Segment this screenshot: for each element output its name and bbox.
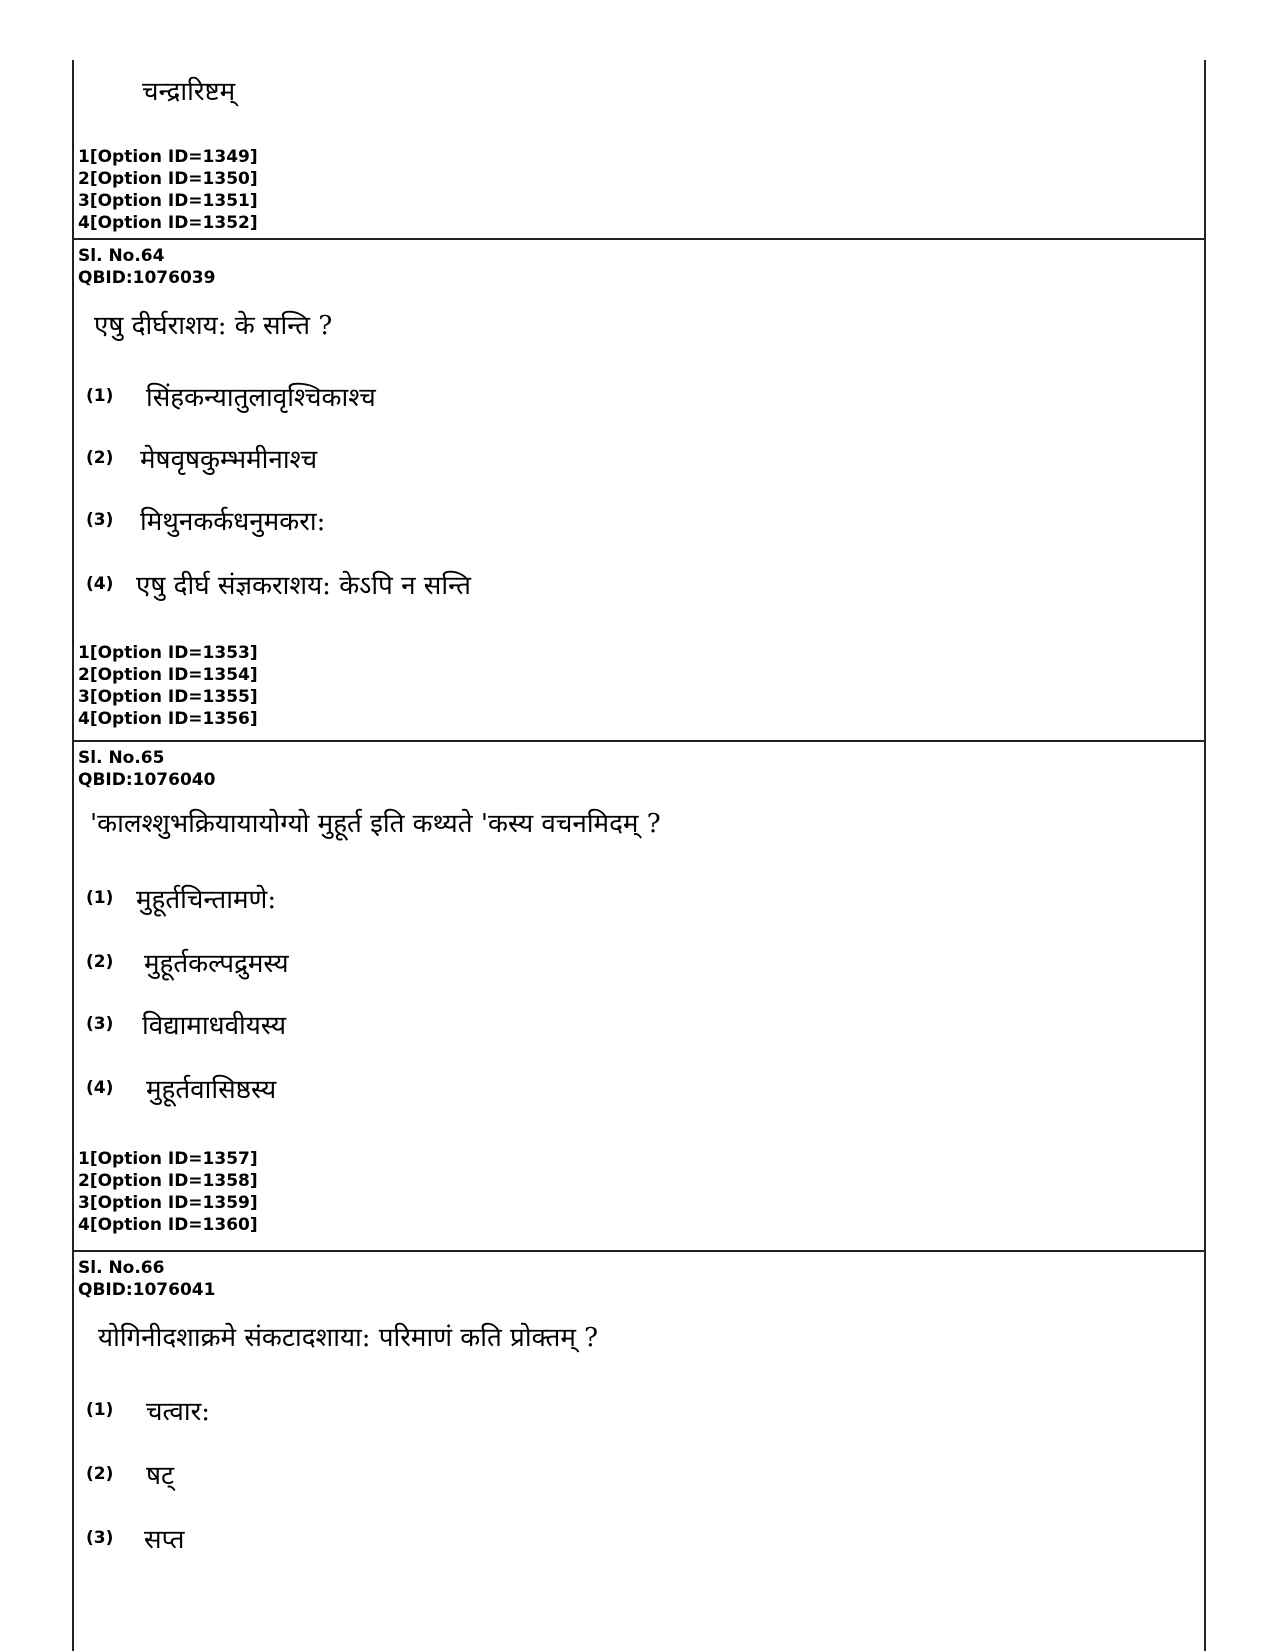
option-row bbox=[86, 944, 289, 980]
option-number: (1) bbox=[86, 888, 114, 908]
fragment-option-ids bbox=[78, 146, 258, 234]
divider-65 bbox=[72, 740, 1206, 742]
option-row bbox=[86, 1006, 286, 1042]
option-text: षट् bbox=[146, 1461, 175, 1491]
option-row bbox=[86, 1456, 174, 1492]
divider-66 bbox=[72, 1250, 1206, 1252]
question-meta-64 bbox=[78, 245, 215, 289]
qbid: QBID:1076039 bbox=[78, 268, 216, 288]
option-id-line: 1[Option ID=1357] bbox=[78, 1149, 258, 1169]
option-row bbox=[86, 1520, 184, 1556]
question-text-64: एषु दीर्घराशय: के सन्ति ? bbox=[94, 311, 333, 341]
option-id-line: 2[Option ID=1354] bbox=[78, 665, 258, 685]
option-row bbox=[86, 440, 317, 476]
option-number: (2) bbox=[86, 1464, 114, 1484]
question-meta-66 bbox=[78, 1257, 215, 1301]
option-row bbox=[86, 880, 276, 916]
option-number: (2) bbox=[86, 448, 114, 468]
option-id-line: 2[Option ID=1358] bbox=[78, 1171, 258, 1191]
option-id-line: 1[Option ID=1353] bbox=[78, 643, 258, 663]
option-id-line: 4[Option ID=1360] bbox=[78, 1215, 258, 1235]
question-text-65: 'कालश्शुभक्रियायायोग्यो मुहूर्त इति कथ्यते 'कस्य वचनमिदम् ? bbox=[90, 809, 661, 839]
question-text-66: योगिनीदशाक्रमे संकटादशाया: परिमाणं कति प्रोक्तम् ? bbox=[98, 1323, 599, 1353]
option-text: एषु दीर्घ संज्ञकराशय: केऽपि न सन्ति bbox=[136, 571, 471, 601]
left-border bbox=[72, 60, 74, 1651]
qbid: QBID:1076041 bbox=[78, 1280, 216, 1300]
option-number: (3) bbox=[86, 1014, 114, 1034]
option-text: मुहूर्तकल्पद्रुमस्य bbox=[144, 949, 289, 979]
option-row bbox=[86, 378, 376, 414]
option-row bbox=[86, 566, 471, 602]
option-row bbox=[86, 1070, 276, 1106]
option-id-line: 2[Option ID=1350] bbox=[78, 169, 258, 189]
serial-number: Sl. No.66 bbox=[78, 1258, 165, 1278]
option-text: मुहूर्तवासिष्ठस्य bbox=[146, 1075, 277, 1105]
right-border bbox=[1204, 60, 1206, 1651]
option-text: मुहूर्तचिन्तामणे: bbox=[136, 885, 277, 915]
serial-number: Sl. No.64 bbox=[78, 246, 165, 266]
option-number: (3) bbox=[86, 510, 114, 530]
option-text: चत्वार: bbox=[146, 1397, 210, 1427]
option-ids-64 bbox=[78, 642, 258, 730]
option-id-line: 1[Option ID=1349] bbox=[78, 147, 258, 167]
qbid: QBID:1076040 bbox=[78, 770, 216, 790]
option-number: (4) bbox=[86, 574, 114, 594]
option-id-line: 4[Option ID=1356] bbox=[78, 709, 258, 729]
option-text: विद्यामाधवीयस्य bbox=[142, 1011, 287, 1041]
option-id-line: 3[Option ID=1355] bbox=[78, 687, 258, 707]
serial-number: Sl. No.65 bbox=[78, 748, 165, 768]
option-id-line: 3[Option ID=1359] bbox=[78, 1193, 258, 1213]
divider-64 bbox=[72, 238, 1206, 240]
option-id-line: 3[Option ID=1351] bbox=[78, 191, 258, 211]
option-number: (3) bbox=[86, 1528, 114, 1548]
question-meta-65 bbox=[78, 747, 215, 791]
option-row bbox=[86, 502, 325, 538]
option-number: (1) bbox=[86, 386, 114, 406]
option-number: (1) bbox=[86, 1400, 114, 1420]
option-number: (4) bbox=[86, 1078, 114, 1098]
option-text: सिंहकन्यातुलावृश्चिकाश्च bbox=[146, 383, 376, 413]
fragment-option-text: चन्द्रारिष्टम् bbox=[142, 77, 236, 107]
option-ids-65 bbox=[78, 1148, 258, 1236]
option-text: मिथुनकर्कधनुमकरा: bbox=[140, 507, 326, 537]
option-row bbox=[86, 1392, 210, 1428]
option-text: सप्त bbox=[144, 1525, 185, 1555]
option-number: (2) bbox=[86, 952, 114, 972]
option-text: मेषवृषकुम्भमीनाश्च bbox=[140, 445, 318, 475]
option-id-line: 4[Option ID=1352] bbox=[78, 213, 258, 233]
